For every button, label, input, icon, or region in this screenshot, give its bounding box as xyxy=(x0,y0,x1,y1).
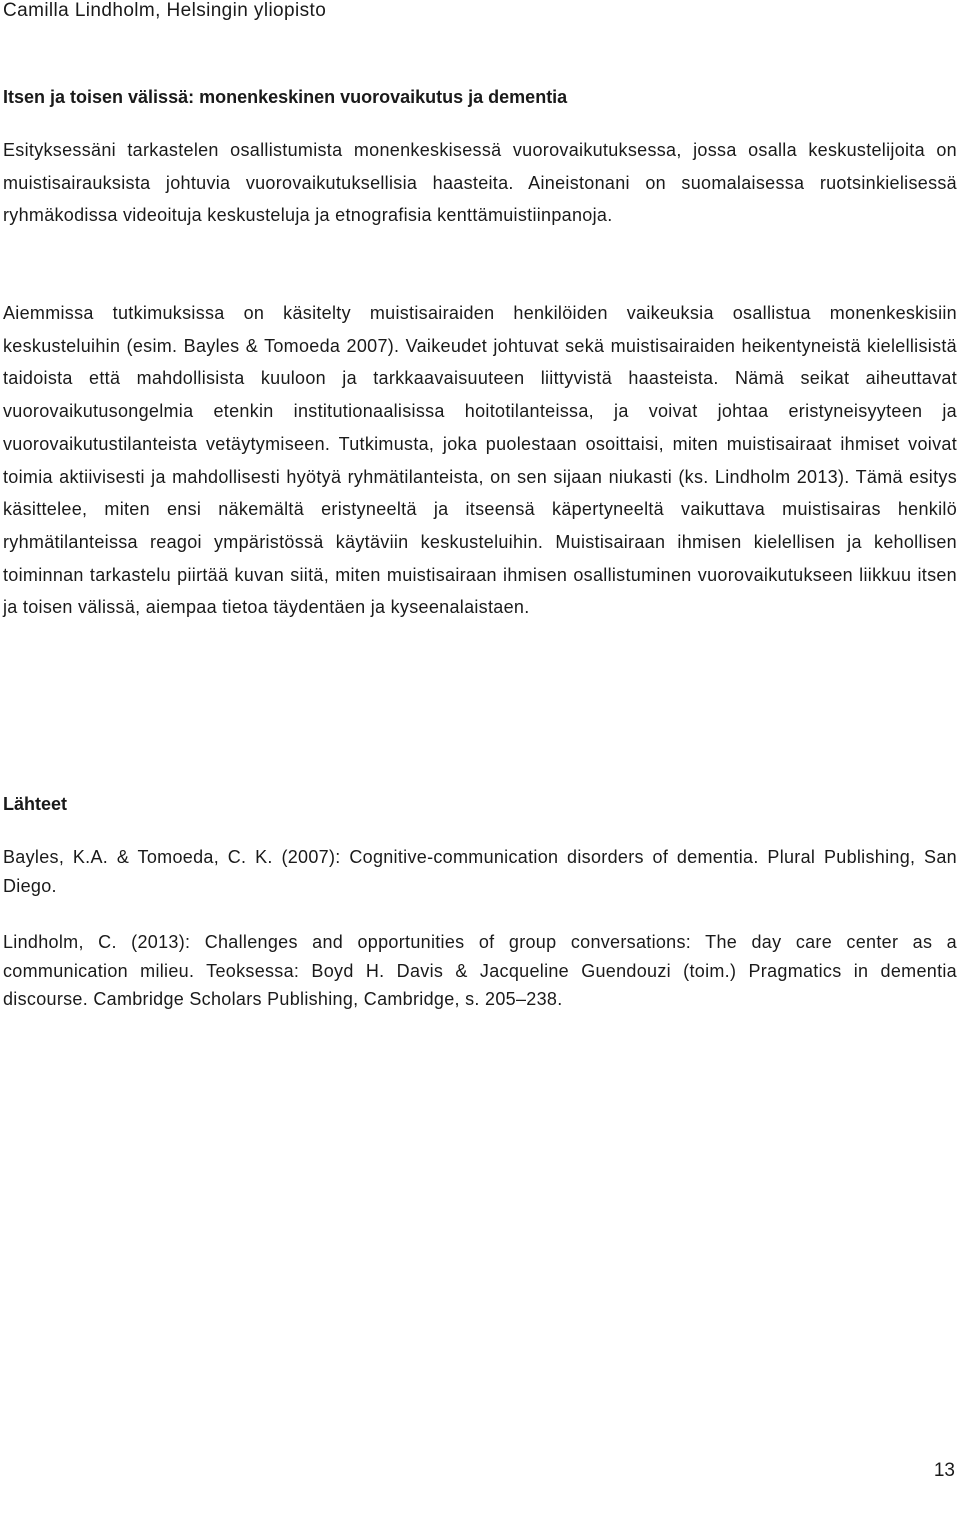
reference-item-bayles: Bayles, K.A. & Tomoeda, C. K. (2007): Cognitive-communication disorders of dementia. Plural Publishing, San Diego. xyxy=(3,847,957,896)
references-heading: Lähteet xyxy=(3,794,68,814)
abstract-paragraph-2: Aiemmissa tutkimuksissa on käsitelty muistisairaiden henkilöiden vaikeuksia osallistua monenkeskisiin keskusteluihin (esim. Bayles & Tomoeda 2007). Vaikeudet johtuvat sekä muistisairaiden heikentyneistä kielellisistä taidoista että mahdollisista kuuloon ja tarkkaavaisuuteen liittyvistä haasteista. Nämä seikat aiheuttavat vuorovaikutusongelmia etenkin institutionaalisissa hoitotilanteissa, ja voivat johtaa eristyneisyyteen ja vuorovaikutustilanteista vetäytymiseen. Tutkimusta, joka puolestaan osoittaisi, miten muistisairaat ihmiset voivat toimia aktiivisesti ja mahdollisesti hyötyä ryhmätilanteista, on sen sijaan niukasti (ks. Lindholm 2013). Tämä esitys käsittelee, miten ensi näkemältä eristyneeltä ja itseensä käpertyneeltä vaikuttava muistisairas henkilö ryhmätilanteissa reagoi ympäristössä käytäviin keskusteluihin. Muistisairaan ihmisen kielellisen ja kehollisen toiminnan tarkastelu piirtää kuvan siitä, miten muistisairaan ihmisen osallistuminen vuorovaikutukseen liikkuu itsen ja toisen välissä, aiempaa tietoa täydentäen ja kyseenalaistaen. xyxy=(3,303,957,618)
article-title: Itsen ja toisen välissä: monenkeskinen vuorovaikutus ja dementia xyxy=(3,87,568,107)
page-header-author: Camilla Lindholm, Helsingin yliopisto xyxy=(3,0,327,21)
abstract-paragraph-1: Esityksessäni tarkastelen osallistumista monenkeskisessä vuorovaikutuksessa, jossa osalla keskustelijoita on muistisairauksista johtuvia vuorovaikutuksellisia haasteita. Aineistonani on suomalaisessa ruotsinkielisessä ryhmäkodissa videoituja keskusteluja ja etnografisia kenttämuistiinpanoja. xyxy=(3,140,957,226)
reference-item-lindholm: Lindholm, C. (2013): Challenges and opportunities of group conversations: The day care center as a communication milieu. Teoksessa: Boyd H. Davis & Jacqueline Guendouzi (toim.) Pragmatics in dementia discourse. Cambridge Scholars Publishing, Cambridge, s. 205–238. xyxy=(3,932,957,1009)
page-number: 13 xyxy=(933,1460,955,1481)
